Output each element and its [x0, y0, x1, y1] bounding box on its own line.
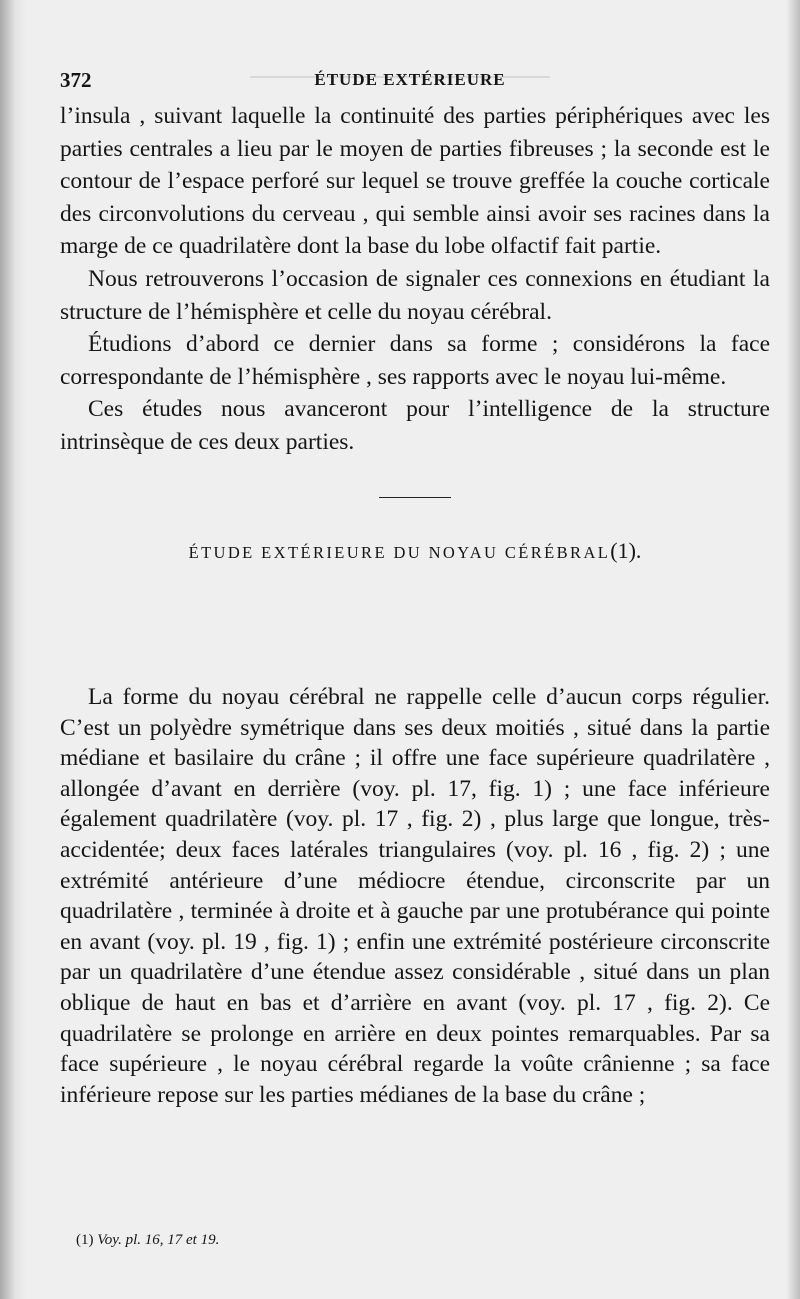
paragraph: La forme du noyau cérébral ne rappelle celle d’aucun corps régulier. C’est un polyèdre symétrique dans ses deux moitiés , situé dans la partie médiane et basilaire du crâne ; il offre une face supérieure quadrilatère , allongée d’avant en derrière (voy. pl. 17, fig. 1) ; une face inférieure également quadrilatère (voy. pl. 17 , fig. 2) , plus large que longue, très-accidentée; deux faces latérales triangulaires (voy. pl. 16 , fig. 2) ; une extrémité antérieure d’une médiocre étendue, circonscrite par un quadrilatère , terminée à droite et à gauche par une protubérance qui pointe en avant (voy. pl. 19 , fig. 1) ; enfin une extrémité postérieure circonscrite par un quadrilatère d’une étendue assez considérable , situé dans un plan oblique de haut en bas et d’arrière en avant (voy. pl. 17 , fig. 2). Ce quadrilatère se prolonge en arrière en deux pointes remarquables. Par sa face supérieure , le noyau cérébral regarde la voûte crânienne ; sa face inférieure repose sur les parties médianes de la base du crâne ; — [60, 684, 770, 1108]
section-body-text — [60, 682, 770, 1110]
paragraph: Nous retrouverons l’occasion de signaler ces connexions en étudiant la structure de l’hémisphère et celle du noyau cérébral. — [60, 265, 770, 325]
page-gutter-shadow — [0, 0, 26, 1299]
page-edge-shadow — [786, 0, 800, 1299]
footnote — [76, 1232, 219, 1249]
running-title: ÉTUDE EXTÉRIEURE — [314, 70, 506, 89]
footnote-reference: (1). — [610, 537, 642, 563]
page-number: 372 — [60, 68, 92, 92]
footnote-text: Voy. pl. 16, 17 et 19. — [97, 1232, 220, 1248]
paragraph: Ces études nous avanceront pour l’intelligence de la structure intrinsèque de ces deux parties. — [60, 396, 770, 455]
paragraph: Étudions d’abord ce dernier dans sa forme ; considérons la face correspondante de l’hémisphère , ses rapports avec le noyau lui-même. — [60, 331, 770, 390]
paragraph: l’insula , suivant laquelle la continuité des parties périphériques avec les parties centrales a lieu par le moyen de parties fibreuses ; la seconde est le contour de l’espace perforé sur lequel se trouve greffée la couche corticale des circonvolutions du cerveau , qui semble ainsi avoir ses racines dans la marge de ce quadrilatère dont la base du lobe olfactif fait partie. — [60, 103, 770, 260]
page-header — [60, 68, 770, 98]
section-heading — [60, 536, 770, 568]
section-title-text: ÉTUDE EXTÉRIEURE DU NOYAU CÉRÉBRAL — [188, 542, 611, 562]
body-text — [60, 100, 770, 568]
footnote-marker: (1) — [76, 1232, 94, 1248]
section-divider — [379, 497, 451, 498]
